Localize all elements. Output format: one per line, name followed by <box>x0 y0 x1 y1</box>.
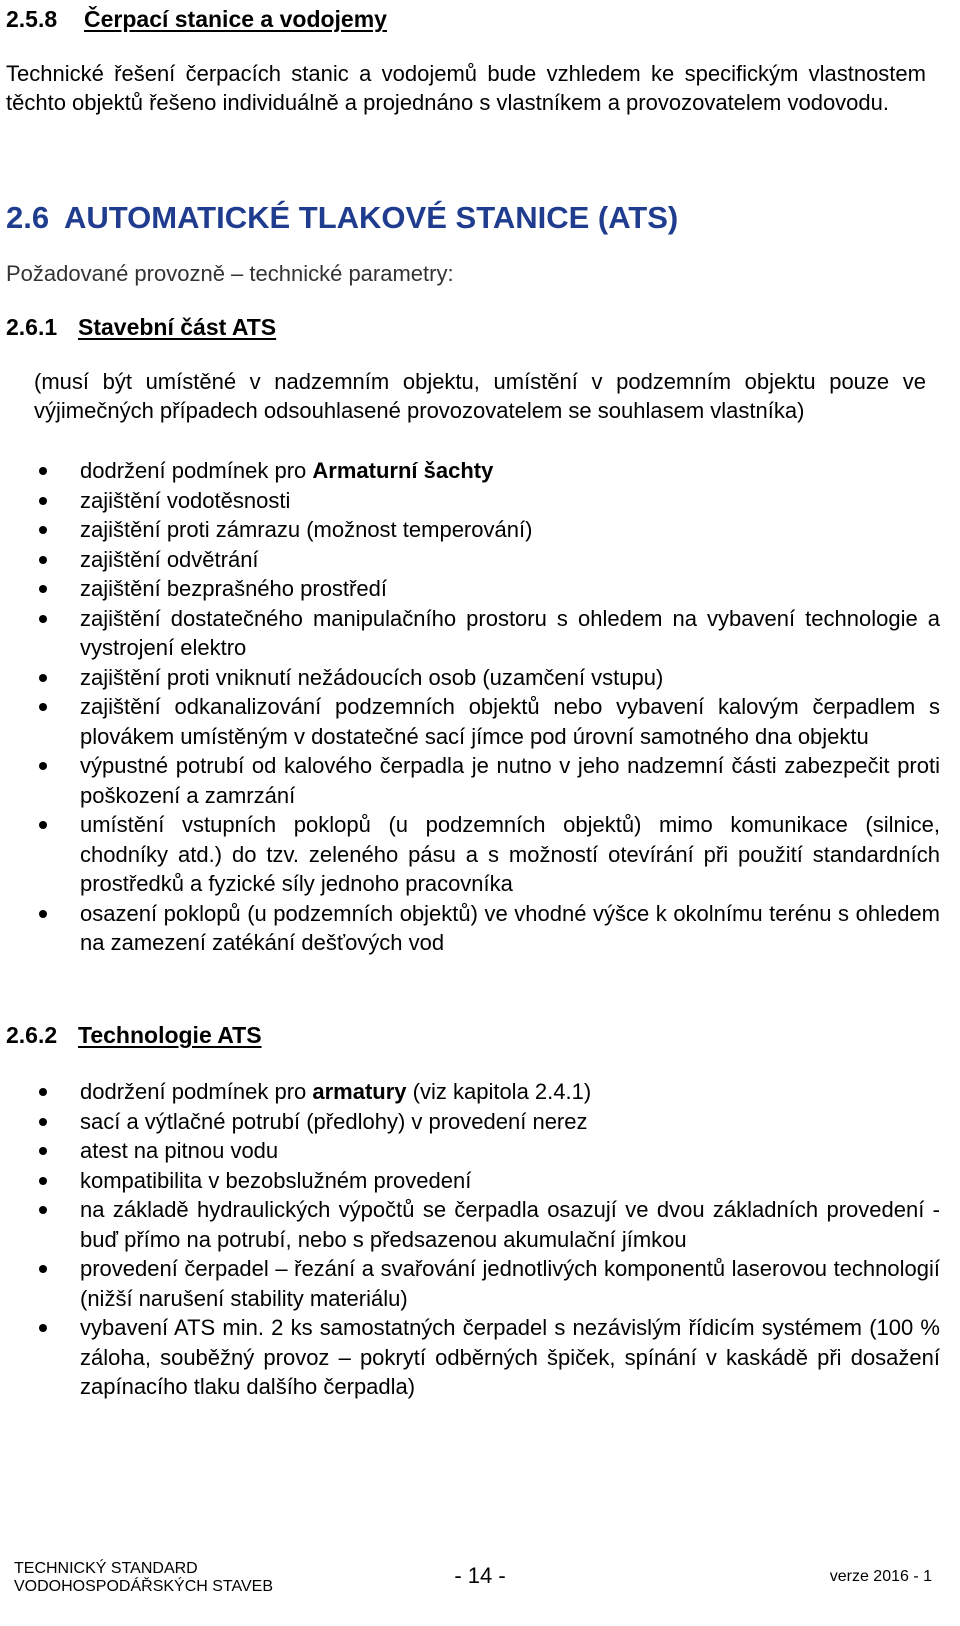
list-item <box>0 1195 960 1254</box>
section-heading-2-6-2 <box>6 1022 262 1049</box>
section-number: 2.6.1 <box>6 314 58 340</box>
list-item <box>0 1136 960 1166</box>
list-item <box>0 456 960 486</box>
list-item <box>0 1077 960 1107</box>
list-item-text: na základě hydraulických výpočtů se čerpadla osazují ve dvou základních provedení - buď přímo na potrubí, nebo s předsazenou akumulační jímkou <box>80 1197 940 1252</box>
bullet-icon <box>39 1206 47 1214</box>
bullet-icon <box>39 674 47 682</box>
list-item-text: zajištění dostatečného manipulačního prostoru s ohledem na vybavení technologie a vystrojení elektro <box>80 605 940 660</box>
list-item <box>0 604 960 663</box>
chapter-number: 2.6 <box>6 200 50 235</box>
requirements-list-technology <box>0 1077 960 1402</box>
list-item-text: zajištění odkanalizování podzemních objektů nebo vybavení kalovým čerpadlem s plovákem umístěným v dostatečné sací jímce pod úrovní samotného dna objektu <box>80 694 940 749</box>
list-item-text: zajištění vodotěsnosti <box>80 487 291 513</box>
section-title: Stavební část ATS <box>78 314 277 340</box>
list-item-text: atest na pitnou vodu <box>80 1138 279 1163</box>
list-item <box>0 899 960 958</box>
list-item <box>0 1107 960 1137</box>
section-heading-2-6-1 <box>6 314 276 341</box>
page-number: - 14 - <box>454 1563 506 1588</box>
list-item <box>0 1313 960 1402</box>
list-item <box>0 1254 960 1313</box>
list-item-text: zajištění proti zámrazu (možnost temperování) <box>80 517 533 542</box>
list-item <box>0 574 960 604</box>
list-item-text: výpustné potrubí od kalového čerpadla je nutno v jeho nadzemní části zabezpečit proti poškození a zamrzání <box>80 753 940 808</box>
bullet-icon <box>39 1177 47 1185</box>
list-item <box>0 810 960 899</box>
bullet-icon <box>39 1088 47 1096</box>
bullet-icon <box>39 467 47 475</box>
bullet-icon <box>39 526 47 534</box>
section-title: Čerpací stanice a vodojemy <box>84 6 387 32</box>
list-item-text: dodržení podmínek pro <box>80 1079 313 1104</box>
list-item-text: sací a výtlačné potrubí (předlohy) v provedení nerez <box>80 1108 588 1134</box>
list-item <box>0 692 960 751</box>
bullet-icon <box>39 556 47 564</box>
section-title: Technologie ATS <box>78 1022 262 1048</box>
bullet-icon <box>39 762 47 770</box>
footer-line-2: VODOHOSPODÁŘSKÝCH STAVEB <box>14 1578 274 1595</box>
chapter-heading-2-6 <box>6 200 678 236</box>
list-item-emphasis: armatury <box>312 1079 407 1104</box>
list-item <box>0 751 960 810</box>
bullet-icon <box>39 910 47 918</box>
bullet-icon <box>39 615 47 623</box>
bullet-icon <box>39 821 47 829</box>
list-item-text: dodržení podmínek pro <box>80 458 313 483</box>
chapter-title: AUTOMATICKÉ TLAKOVÉ STANICE (ATS) <box>64 200 679 235</box>
footer-line-1: TECHNICKÝ STANDARD <box>14 1560 198 1577</box>
list-item <box>0 486 960 516</box>
bullet-icon <box>39 1324 47 1332</box>
bullet-icon <box>39 1147 47 1155</box>
section-intro: (musí být umístěné v nadzemním objektu, umístění v podzemním objektu pouze ve výjimečných případech odsouhlasené provozovatelem se souhlasem vlastníka) <box>34 369 926 423</box>
bullet-icon <box>39 497 47 505</box>
list-item-emphasis: Armaturní šachty <box>312 458 494 483</box>
section-number: 2.6.2 <box>6 1022 58 1048</box>
list-item-text: vybavení ATS min. 2 ks samostatných čerpadel s nezávislým řídicím systémem (100 % záloha, souběžný provoz – pokrytí odběrných špiček, spínání v kaskádě při dosažení zapínacího tlaku dalšího čerpadla) <box>80 1315 940 1399</box>
bullet-icon <box>39 585 47 593</box>
list-item <box>0 663 960 693</box>
list-item-text: kompatibilita v bezobslužném provedení <box>80 1167 472 1193</box>
section-paragraph: Technické řešení čerpacích stanic a vodojemů bude vzhledem ke specifickým vlastnostem těchto objektů řešeno individuálně a projednáno s vlastníkem a provozovatelem vodovodu. <box>6 61 926 115</box>
list-item-text: umístění vstupních poklopů (u podzemních objektů) mimo komunikace (silnice, chodníky atd.) do tzv. zeleného pásu a s možností otevírání při použití standardních prostředků a fyzické síly jednoho pracovníka <box>80 812 940 896</box>
requirements-list-construction <box>0 456 960 958</box>
section-number: 2.5.8 <box>6 6 58 32</box>
list-item <box>0 1166 960 1196</box>
list-item-text: osazení poklopů (u podzemních objektů) ve vhodné výšce k okolnímu terénu s ohledem na zamezení zatékání dešťových vod <box>80 900 940 955</box>
list-item-text-tail: (viz kapitola 2.4.1) <box>406 1079 592 1104</box>
chapter-subtitle: Požadované provozně – technické parametry: <box>6 261 454 286</box>
list-item-text: provedení čerpadel – řezání a svařování jednotlivých komponentů laserovou technologií (nižší narušení stability materiálu) <box>80 1256 940 1311</box>
bullet-icon <box>39 703 47 711</box>
section-heading-2-5-8 <box>6 6 387 33</box>
list-item-text: zajištění proti vniknutí nežádoucích osob (uzamčení vstupu) <box>80 664 664 690</box>
footer-version: verze 2016 - 1 <box>829 1568 932 1585</box>
bullet-icon <box>39 1265 47 1273</box>
bullet-icon <box>39 1118 47 1126</box>
list-item <box>0 515 960 545</box>
list-item-text: zajištění bezprašného prostředí <box>80 576 387 601</box>
list-item-text: zajištění odvětrání <box>80 546 259 572</box>
list-item <box>0 545 960 575</box>
